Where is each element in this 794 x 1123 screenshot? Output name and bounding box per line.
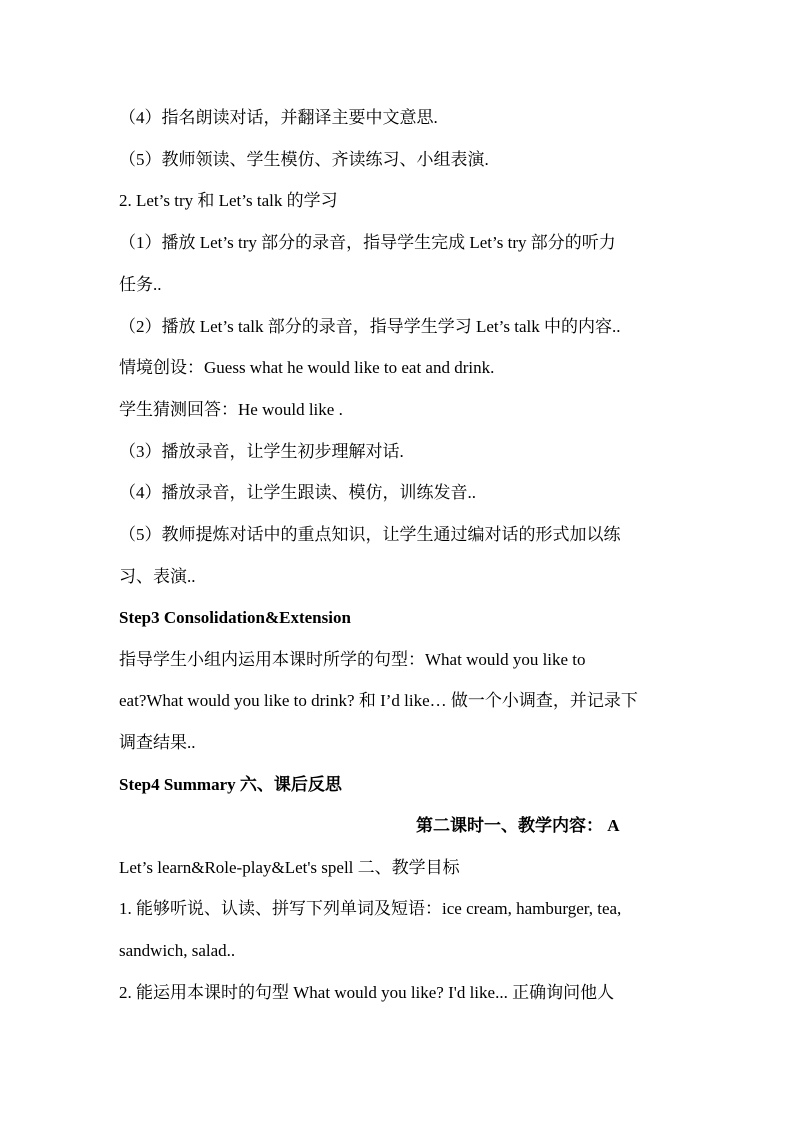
text-line: 学生猜测回答：He would like . [119,400,343,419]
text-line: （5）教师领读、学生模仿、齐读练习、小组表演. [119,150,489,169]
text-line: eat?What would you like to drink? 和 I’d like… 做一个小调查，并记录下 [119,691,638,710]
text-line: 调查结果.. [119,733,196,752]
text-line: （1）播放 Let’s try 部分的录音，指导学生完成 Let’s try 部分的听力 [119,233,616,252]
section-heading: 2. Let’s try 和 Let’s talk 的学习 [119,191,338,210]
text-line: （4）播放录音，让学生跟读、模仿，训练发音.. [119,483,476,502]
text-line: （5）教师提炼对话中的重点知识，让学生通过编对话的形式加以练 [119,525,621,544]
lesson-heading: 第二课时一、教学内容： A [416,816,620,835]
text-line: 任务.. [119,275,162,294]
text-line: （2）播放 Let’s talk 部分的录音，指导学生学习 Let’s talk 中的内容.. [119,317,621,336]
text-line: Let’s learn&Role-play&Let's spell 二、教学目标 [119,858,460,877]
text-line: （4）指名朗读对话，并翻译主要中文意思. [119,108,438,127]
step-heading: Step4 Summary 六、课后反思 [119,775,342,794]
text-line: （3）播放录音，让学生初步理解对话. [119,442,404,461]
text-line: 习、表演.. [119,567,196,586]
text-line: 1. 能够听说、认读、拼写下列单词及短语：ice cream, hamburger, tea, [119,899,622,918]
text-line: 指导学生小组内运用本课时所学的句型：What would you like to [119,650,586,669]
step-heading: Step3 Consolidation&Extension [119,608,351,627]
text-line: sandwich, salad.. [119,941,236,960]
text-line: 2. 能运用本课时的句型 What would you like? I'd like... 正确询问他人 [119,983,615,1002]
text-line: 情境创设：Guess what he would like to eat and drink. [119,358,495,377]
